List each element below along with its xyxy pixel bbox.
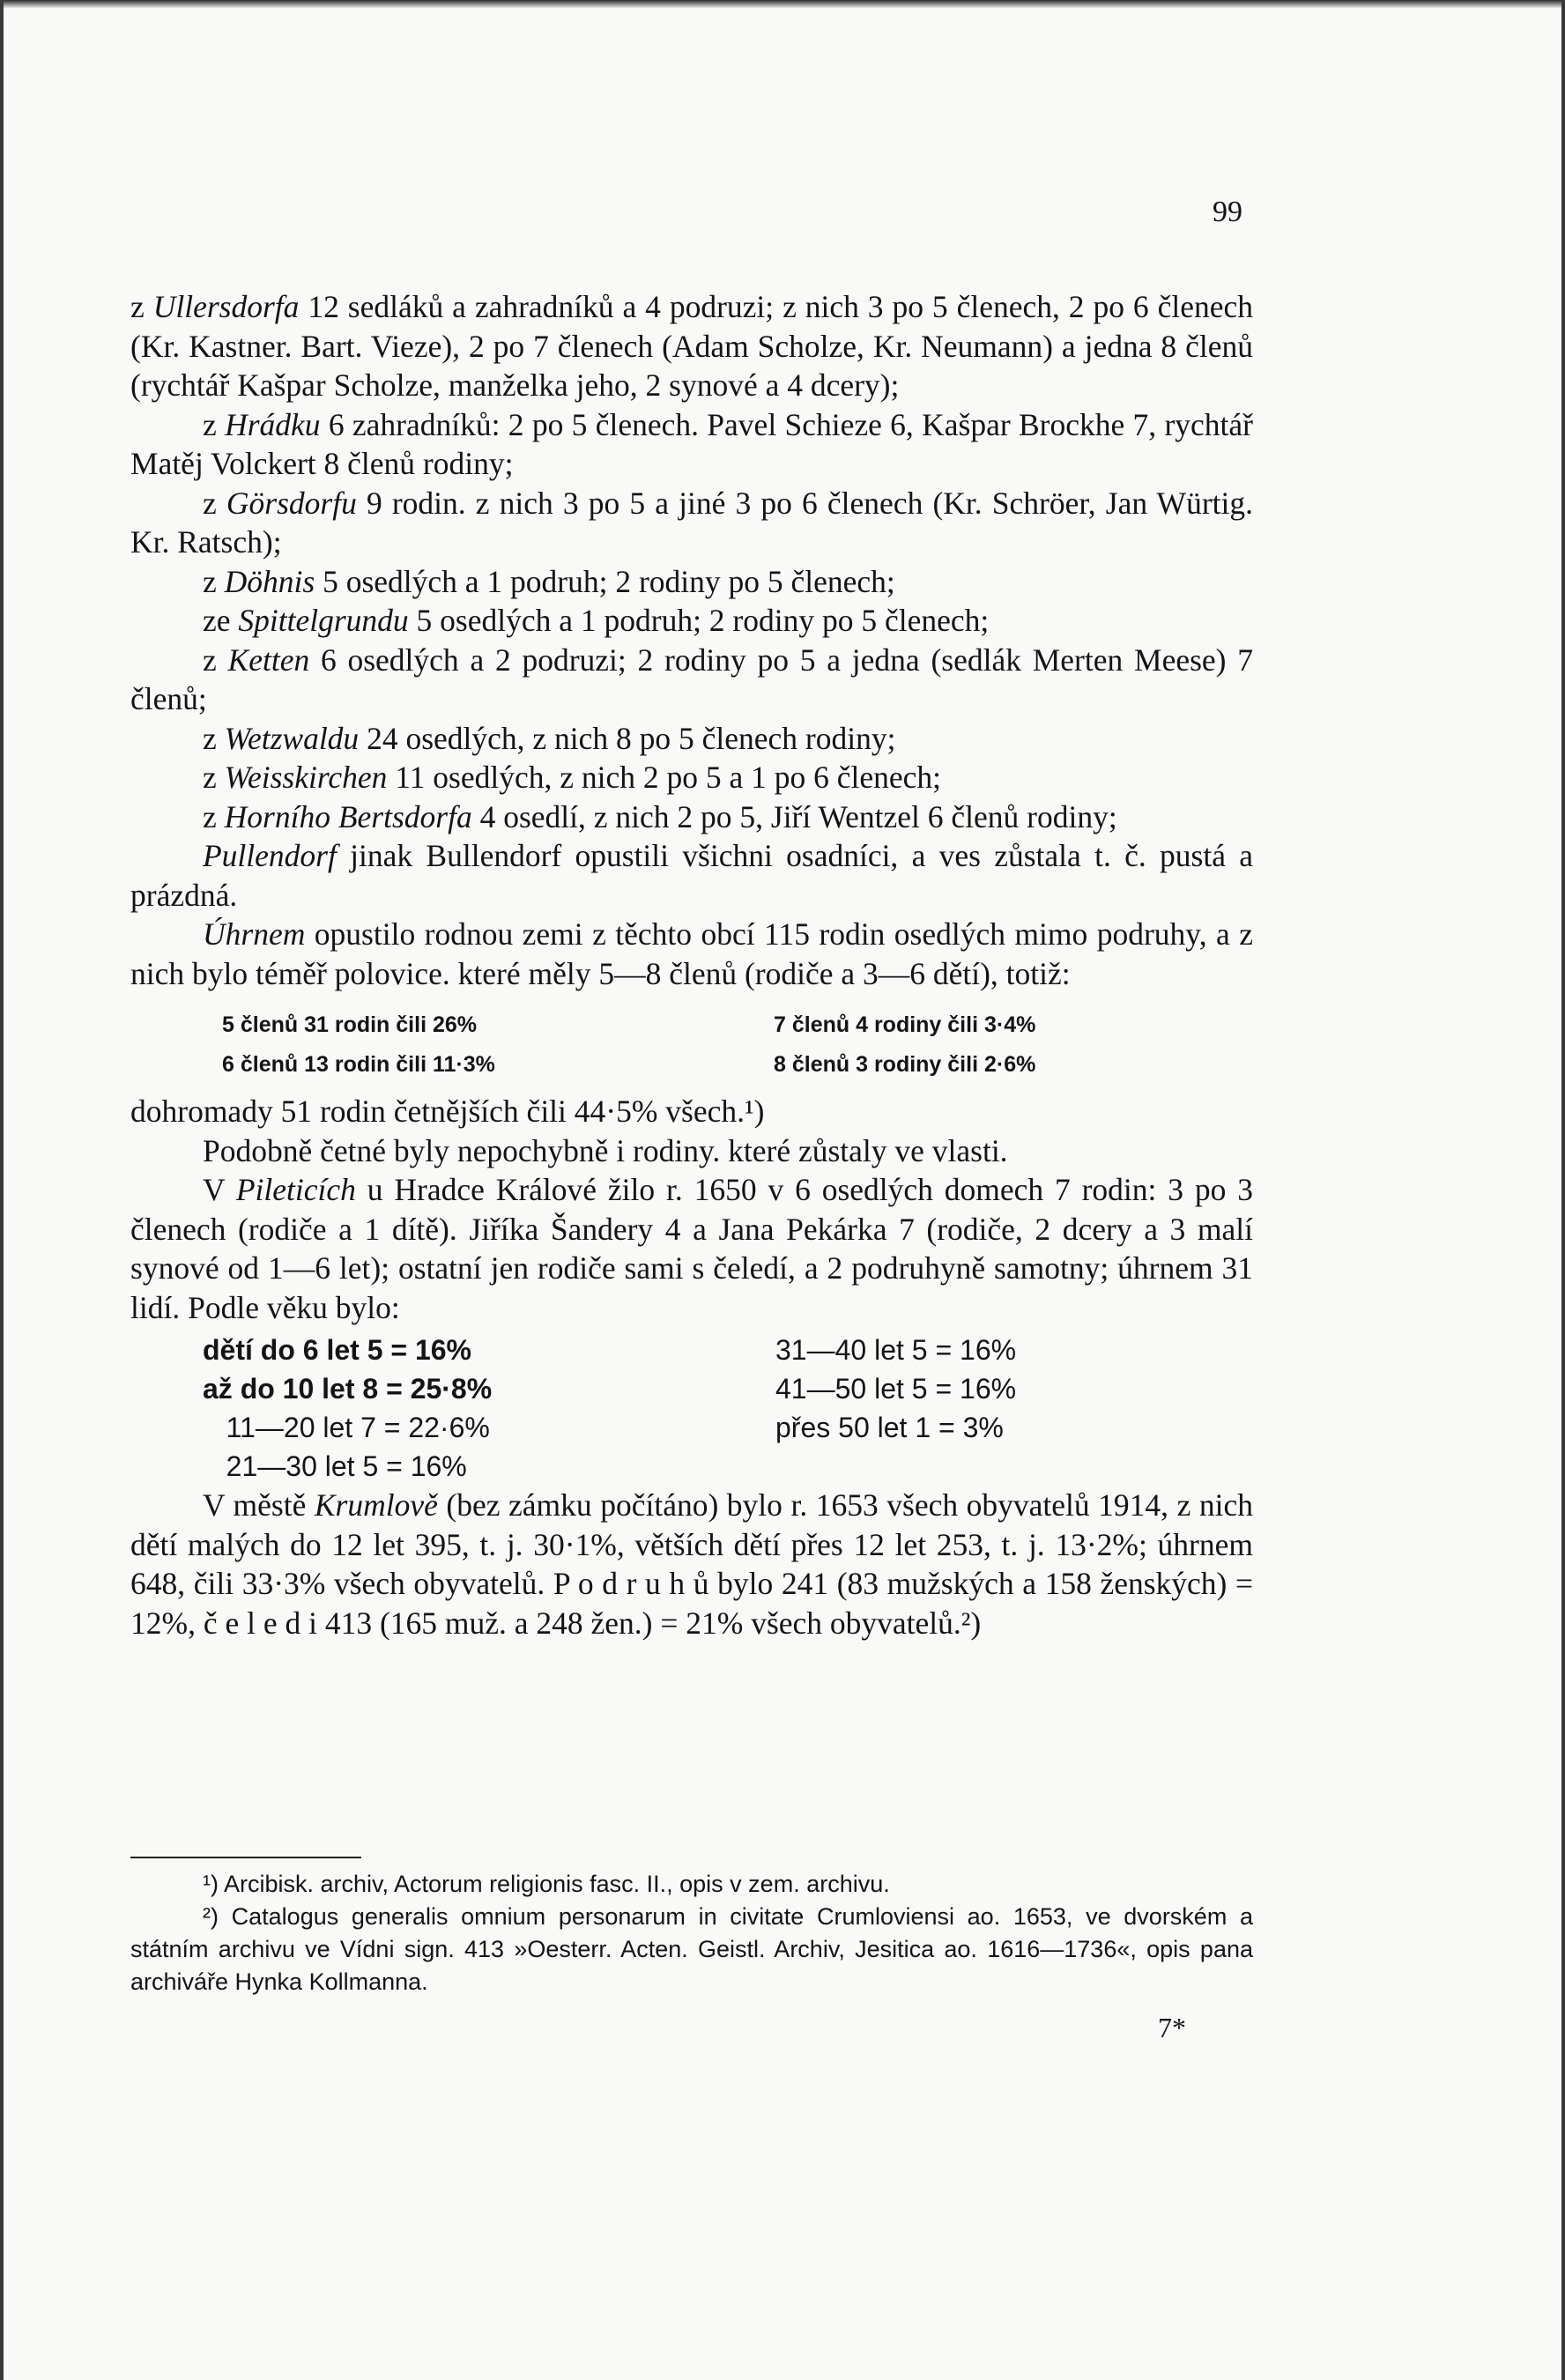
footnote-separator [130,1857,361,1858]
table-cell: 31—40 let 5 = 16% [775,1334,1017,1366]
table-cell: 41—50 let 5 = 16% [775,1373,1017,1405]
table-cell: 7 členů 4 rodiny čili 3·4% [774,1012,1036,1037]
place-name: Döhnis [224,563,315,599]
place-name: Ketten [227,641,310,678]
place-name: Pileticích [235,1172,356,1207]
paragraph-weisskirchen: z Weisskirchen 11 osedlých, z nich 2 po 5 a 1 po 6 členech; [203,760,941,795]
place-name: Hrádku [225,406,321,442]
place-name: Wetzwaldu [224,720,360,756]
table-cell: 8 členů 3 rodiny čili 2·6% [774,1052,1036,1077]
place-name: Pullendorf [203,838,337,873]
paragraph-pullendorf: Pullendorf jinak Bullendorf opustili všichni osadníci, a ves zůstala t. č. pustá a prázdná. [130,838,1253,913]
paragraph-wetzwald: z Wetzwaldu 24 osedlých, z nich 8 po 5 členech rodiny; [203,720,896,756]
scan-edge-right [1561,0,1565,2380]
place-name: Ullersdorfa [152,289,300,324]
place-name: Weisskirchen [224,760,388,795]
table-cell: až do 10 let 8 = 25·8% [203,1373,493,1405]
scan-edge-left [0,0,4,2380]
signature-mark: 7* [1158,2012,1186,2043]
paragraph-podobne: Podobně četné byly nepochybně i rodiny. které zůstaly ve vlasti. [203,1132,1008,1168]
place-name: Spittelgrundu [238,603,409,638]
table-cell: 6 členů 13 rodin čili 11·3% [222,1052,495,1077]
paragraph-ullersdorf: z Ullersdorfa 12 sedláků a zahradníků a 4 podruzi; z nich 3 po 5 členech, 2 po 6 členech (Kr. Kastner. Bart. Vieze), 2 po 7 členech (Adam Scholze, Kr. Neumann) a jedna 8 členů (rychtář Kašpar Scholze, manželka jeho, 2 synové a 4 dcery); [130,289,1253,403]
body-text [130,287,1253,1642]
table-cell: přes 50 let 1 = 3% [775,1412,1004,1443]
footnote-2: ²) Catalogus generalis omnium personarum in civitate Crumloviensi ao. 1653, ve dvorském a státním archivu ve Vídni sign. 413 »Oesterr. Acten. Geistl. Archiv, Jesitica ao. 1616—1736«, opis pana archiváře Hynka Kollmanna. [130,1903,1253,1995]
table-cell: 5 členů 31 rodin čili 26% [222,1012,478,1037]
members-table [222,1005,1253,1085]
paragraph-dohromady: dohromady 51 rodin četnějších čili 44·5% všech.¹) [130,1094,765,1129]
place-name: Görsdorfu [226,485,357,521]
page-number: 99 [1213,196,1242,228]
age-table [203,1331,1253,1486]
summary-word: Úhrnem [203,916,306,952]
scan-edge-top [0,0,1565,9]
table-cell: 11—20 let 7 = 22·6% [203,1412,490,1443]
table-cell [775,1447,1234,1486]
place-name: Horního Bertsdorfa [224,798,472,834]
paragraph-bertsdorf: z Horního Bertsdorfa 4 osedlí, z nich 2 po 5, Jiří Wentzel 6 členů rodiny; [203,798,1117,834]
table-cell: 21—30 let 5 = 16% [203,1450,467,1482]
paragraph-gorsdorf: z Görsdorfu 9 rodin. z nich 3 po 5 a jiné 3 po 6 členech (Kr. Schröer, Jan Würtig. Kr. Ratsch); [130,485,1253,560]
paragraph-spittelgrund: ze Spittelgrundu 5 osedlých a 1 podruh; 2 rodiny po 5 členech; [203,603,990,638]
paragraph-uhrnem: Úhrnem opustilo rodnou zemi z těchto obcí 115 rodin osedlých mimo podruhy, a z nich bylo téměř polovice. které měly 5—8 členů (rodiče a 3—6 dětí), totiž: [130,916,1253,991]
paragraph-pileticich: V Pileticích u Hradce Králové žilo r. 1650 v 6 osedlých domech 7 rodin: 3 po 3 členech (rodiče a 1 dítě). Jiříka Šandery 4 a Jana Pekárka 7 (rodiče, 2 dcery a 3 malí synové od 1—6 let); ostatní jen rodiče sami s čeledí, a 2 podruhyně samotny; úhrnem 31 lidí. Podle věku bylo: [130,1172,1253,1325]
footnote-1: ¹) Arcibisk. archiv, Actorum religionis fasc. II., opis v zem. archivu. [203,1871,890,1897]
footnotes [130,1868,1253,1998]
table-cell: dětí do 6 let 5 = 16% [203,1334,471,1366]
paragraph-dohnis: z Döhnis 5 osedlých a 1 podruh; 2 rodiny po 5 členech; [203,563,895,599]
paragraph-ketten: z Ketten 6 osedlých a 2 podruzi; 2 rodiny po 5 a jedna (sedlák Merten Meese) 7 členů; [130,641,1253,716]
paragraph-hradek: z Hrádku 6 zahradníků: 2 po 5 členech. Pavel Schieze 6, Kašpar Brockhe 7, rychtář Matěj Volckert 8 členů rodiny; [130,406,1253,481]
paragraph-krumlov: V městě Krumlově (bez zámku počítáno) bylo r. 1653 všech obyvatelů 1914, z nich dětí malých do 12 let 395, t. j. 30·1%, větších dětí přes 12 let 253, t. j. 13·2%; úhrnem 648, čili 33·3% všech obyvatelů. P o d r u h ů bylo 241 (83 mužských a 158 ženských) = 12%, č e l e d i 413 (165 muž. a 248 žen.) = 21% všech obyvatelů.²) [130,1487,1253,1641]
place-name: Krumlově [314,1487,438,1523]
